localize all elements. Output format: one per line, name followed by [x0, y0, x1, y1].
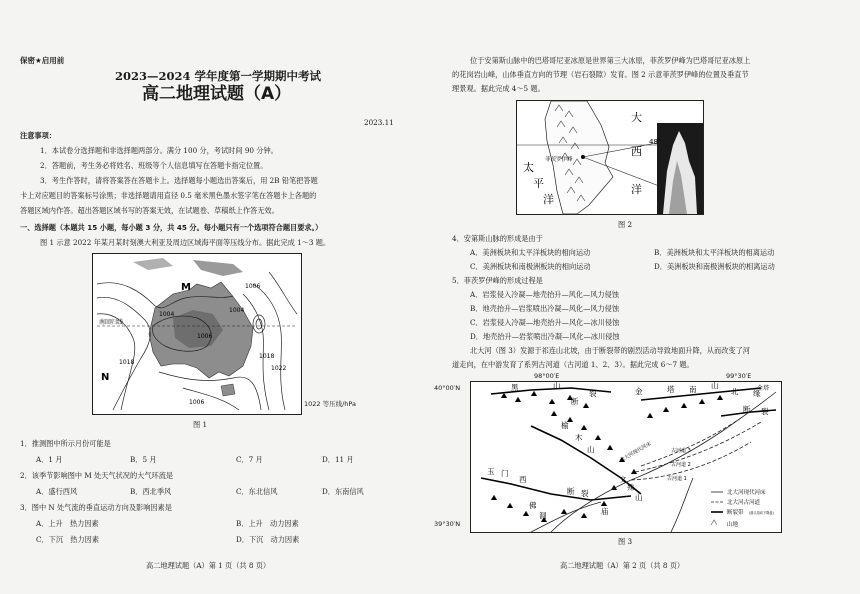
- isobar-map: [93, 254, 301, 414]
- notes-heading: 注意事项：: [20, 131, 56, 140]
- figure-1-map: [92, 253, 302, 415]
- option: D．11 月: [322, 455, 354, 464]
- option: A．上升 热力因素: [36, 519, 99, 528]
- figure-2-map: [516, 100, 704, 215]
- exam-date: 2023.11: [364, 118, 394, 127]
- isobar-label: 1018: [259, 353, 275, 360]
- right-page: [430, 0, 860, 594]
- figure-3-legend: [707, 482, 779, 530]
- map-label: 玉: [487, 467, 495, 476]
- page-title: 高二地理试题（A）: [142, 84, 292, 104]
- map-label: 山: [711, 382, 719, 390]
- map-label: 塔: [667, 385, 675, 394]
- intro-line: 北大河（图 3）发源于祁连山北坡，由于断裂带的剧烈活动导致地面升降，从而改变了河: [470, 346, 750, 355]
- option: C．7 月: [236, 455, 263, 464]
- intro-line: 的花岗岩山峰，山体垂直方向的节理（岩石裂隙）发育。图 2 示意菲茨罗伊峰的位置及垂直节: [452, 70, 749, 79]
- note-line: 2．答题前，考生务必将姓名、班级等个人信息填写在答题卡指定位置。: [40, 161, 268, 170]
- question-stem: 4．安第斯山脉的形成是由于: [452, 234, 543, 243]
- option: B．美洲板块和太平洋板块的相离运动: [654, 248, 775, 257]
- tropic-label: 南回归线: [99, 319, 124, 326]
- map-label: 西: [519, 475, 527, 484]
- label-da: 大: [631, 111, 642, 124]
- section-title: 一、选择题（本题共 15 小题，每小题 3 分，共 45 分。每小题只有一个选项符合题目要求。）: [20, 223, 323, 232]
- old-channel-label: 古河道 3: [671, 448, 691, 454]
- option: C．美洲板块和南极洲板块的相向运动: [470, 262, 591, 271]
- map-label: 木: [575, 433, 583, 442]
- map-label: 缘: [753, 389, 761, 398]
- question-stem: 2．该季节影响图中 M 处天气状况的大气环流是: [20, 471, 174, 480]
- intro-line: 位于安第斯山脉中的巴塔哥尼亚冰原是世界第三大冰原，菲茨罗伊峰为巴塔哥尼亚冰原上: [470, 56, 751, 65]
- isobar-label: 1004: [159, 311, 175, 318]
- map-label: 庙: [601, 507, 609, 516]
- option: D．地壳抬升—岩浆喷出冷凝—风化—冰川侵蚀: [470, 332, 620, 341]
- figure-1-legend: 1022 等压线/hPa: [304, 400, 357, 408]
- confidential-mark: 保密★启用前: [20, 56, 65, 65]
- label-yang2: 洋: [543, 193, 554, 206]
- map-label: 裂: [761, 407, 769, 416]
- exam-name: 2023—2024 学年度第一学期期中考试: [115, 69, 322, 83]
- isobar-label: 1006: [189, 399, 205, 406]
- option: D．东南信风: [322, 487, 364, 496]
- option: A．盛行西风: [36, 487, 78, 496]
- map-label: 榆: [561, 421, 569, 430]
- isobar-label: 1006: [245, 283, 261, 290]
- note-line: 3．考生作答时，请将答案答在答题卡上。选择题每小题选出答案后，用 2B 铅笔把答题: [40, 176, 318, 185]
- map-label: 北: [731, 387, 739, 396]
- label-tai: 太: [523, 161, 534, 174]
- option: D．美洲板块和南极洲板块的相离运动: [654, 262, 775, 271]
- map-label: 殊: [627, 483, 635, 492]
- legend-note: (箭头指向下降盘): [749, 511, 774, 515]
- legend-item: 断裂带: [727, 510, 744, 516]
- latitude-label: 39°30′N: [434, 520, 461, 528]
- question-stem: 3．图中 N 处气流的垂直运动方向及影响因素是: [20, 503, 172, 512]
- map-label: 洞: [539, 511, 547, 520]
- page-footer: 高二地理试题（A）第 2 页（共 8 页）: [560, 561, 685, 570]
- label-m: M: [181, 282, 191, 293]
- isobar-label: 1004: [229, 307, 245, 314]
- question-intro: 图 1 示意 2022 年某月某时刻澳大利亚及周边区域海平面等压线分布。据此完成 1～3 题。: [40, 238, 331, 247]
- option: A．美洲板块和太平洋板块的相向运动: [470, 248, 591, 257]
- option: C．下沉 热力因素: [36, 535, 100, 544]
- option: C．东北信风: [236, 487, 278, 496]
- map-label: 山: [587, 445, 595, 454]
- map-label: 裂: [589, 389, 597, 398]
- map-label: 断: [567, 487, 575, 496]
- longitude-label: 99°30′E: [726, 372, 752, 380]
- question-stem: 1．推测图中所示月份可能是: [20, 439, 111, 448]
- map-label: 南: [689, 385, 697, 394]
- option: B．地壳抬升—岩浆喷出冷凝—风化—风力侵蚀: [470, 304, 620, 313]
- option: A．1 月: [36, 455, 63, 464]
- latitude-label: 40°00′N: [434, 384, 461, 392]
- label-yang: 洋: [631, 183, 642, 196]
- intro-line: 理景观。据此完成 4～5 题。: [452, 84, 545, 93]
- isobar-label: 1006: [197, 333, 213, 340]
- map-label: 文: [619, 475, 627, 484]
- intro-line: 道走向，在中游发育了系列古河道（古河道 1、2、3）。据此完成 6～7 题。: [452, 360, 694, 369]
- option: B．西北季风: [130, 487, 172, 496]
- option: C．岩浆侵入冷凝—地壳抬升—风化—冰川侵蚀: [470, 318, 620, 327]
- map-label: 断: [571, 397, 579, 406]
- figure-3-map: [470, 381, 782, 533]
- label-ping: 平: [533, 177, 544, 190]
- city-label: 金塔: [757, 385, 770, 392]
- figure-3-caption: 图 3: [618, 537, 633, 546]
- map-label: 山: [553, 382, 561, 390]
- page-footer: 高二地理试题（A）第 1 页（共 8 页）: [146, 561, 271, 570]
- map-label: 断: [743, 405, 751, 414]
- legend-item: 北大河古河道: [727, 500, 761, 506]
- map-label: 门: [501, 469, 509, 478]
- isobar-label: 1018: [119, 359, 135, 366]
- isobar-label: 1022: [271, 365, 287, 372]
- label-xi: 西: [631, 145, 642, 158]
- question-stem: 5．菲茨罗伊峰的形成过程是: [452, 276, 543, 285]
- figure-1-caption: 图 1: [193, 420, 208, 429]
- old-channel-label: 古河道 1: [667, 476, 687, 482]
- option: D．下沉 动力因素: [236, 535, 300, 544]
- note-line: 卡上对应题目的答案标号涂黑；非选择题请用直径 0.5 毫米黑色墨水签字笔在答题卡上各题的: [20, 191, 317, 200]
- map-label: 山: [635, 493, 643, 502]
- legend-item: 山地: [727, 522, 739, 528]
- option: A．岩浆侵入冷凝—地壳抬升—风化—风力侵蚀: [470, 290, 619, 299]
- legend-item: 北大河现代河床: [727, 490, 766, 496]
- figure-2-caption: 图 2: [618, 220, 633, 229]
- label-n: N: [101, 372, 110, 383]
- map-label: 黑: [511, 383, 519, 392]
- peak-label: 菲茨罗伊峰: [545, 157, 573, 163]
- note-line: 1．本试卷分选择题和非选择题两部分。满分 100 分，考试时间 90 分钟。: [40, 146, 278, 155]
- longitude-label: 98°00′E: [534, 372, 560, 380]
- map-label: 金: [635, 387, 643, 396]
- map-label: 裂: [581, 489, 589, 498]
- option: B．上升 动力因素: [236, 519, 299, 528]
- option: B．5 月: [130, 455, 157, 464]
- latitude-label: 48°: [649, 138, 662, 146]
- modern-channel-label: 北大河现代河床: [619, 441, 653, 464]
- map-label: 佛: [529, 501, 537, 510]
- old-channel-label: 古河道 2: [671, 462, 691, 468]
- note-line: 答题区域内作答。超出答题区域书写的答案无效，在试题卷、草稿纸上作答无效。: [20, 206, 279, 215]
